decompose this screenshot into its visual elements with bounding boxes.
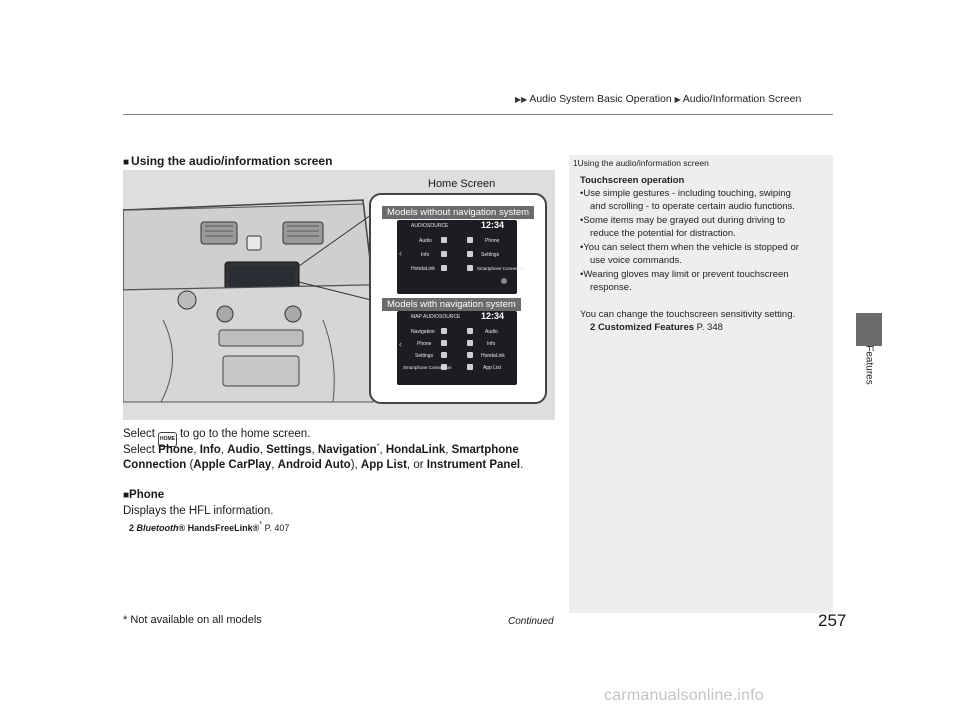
variant-tag: Models with navigation system: [382, 298, 521, 311]
note-bullet: •Wearing gloves may limit or prevent touchscreen: [580, 269, 789, 280]
home-screen-label: Home Screen: [428, 178, 496, 190]
screen-item: Audio: [419, 238, 432, 244]
breadcrumb: [515, 93, 801, 105]
section-tab-label: Features: [863, 345, 875, 385]
screen-item: Smartphone Connection: [477, 266, 526, 271]
screen-button: SOURCE: [427, 223, 449, 229]
note-bullet-cont: use voice commands.: [590, 255, 682, 266]
screen-clock: 12:34: [481, 220, 505, 230]
left-arrow-icon: ‹: [399, 248, 402, 258]
screen-item: Audio: [485, 329, 498, 335]
phone-icon: [467, 237, 473, 243]
note-bullet-cont: reduce the potential for distraction.: [590, 228, 736, 239]
customized-features-reference[interactable]: 2 Customized Features P. 348: [590, 322, 723, 333]
voice-icon: [501, 278, 507, 284]
home-screen-without-nav: [397, 220, 526, 294]
header-rule: [123, 114, 833, 115]
reference-arrow-icon: 2: [129, 523, 135, 533]
screen-button: AUDIO: [423, 314, 439, 320]
gear-icon: [441, 352, 447, 358]
note-bullet-cont: response.: [590, 282, 632, 293]
screen-item: Phone: [417, 341, 432, 347]
bluetooth-reference[interactable]: 2 Bluetooth® HandsFreeLink®* P. 407: [129, 521, 290, 533]
breadcrumb-item: Audio/Information Screen: [682, 93, 802, 105]
screen-item: HondaLink: [411, 266, 435, 272]
hondalink-icon: [441, 265, 447, 271]
smartphone-icon: [467, 265, 473, 271]
screen-item: Navigation: [411, 329, 435, 335]
navigation-icon: [441, 328, 447, 334]
screen-item: Settings: [415, 353, 434, 359]
gear-icon: [467, 251, 473, 257]
continued-label: Continued: [508, 616, 554, 627]
select-items-line: Select Phone, Info, Audio, Settings, Navigation*, HondaLink, Smartphone: [123, 443, 519, 456]
sensitivity-text: You can change the touchscreen sensitivity setting.: [580, 309, 796, 320]
note-heading: Touchscreen operation: [580, 175, 685, 186]
note-title: 1Using the audio/information screen: [573, 158, 709, 168]
phone-description: Displays the HFL information.: [123, 505, 274, 517]
arrow-icon: ▶: [674, 95, 681, 104]
note-bullet-cont: and scrolling - to operate certain audio functions.: [590, 201, 795, 212]
page-number: 257: [818, 611, 847, 630]
screen-item: Settings: [481, 252, 500, 258]
reference-arrow-icon: 2: [590, 322, 596, 333]
variant-tag: Models without navigation system: [382, 206, 534, 219]
section-title: ■ Using the audio/information screen: [123, 154, 333, 168]
note-icon: 1: [573, 159, 578, 168]
screen-item: Smartphone Connection: [403, 365, 452, 370]
screen-item: Phone: [485, 238, 500, 244]
info-icon: [467, 340, 473, 346]
square-bullet-icon: ■: [123, 490, 130, 501]
screen-button: MAP: [411, 314, 422, 320]
screen-button: SOURCE: [439, 314, 461, 320]
hondalink-icon: [467, 352, 473, 358]
phone-icon: [441, 340, 447, 346]
arrow-icon: ▶▶: [515, 95, 528, 104]
home-screen-with-nav: [397, 311, 517, 385]
phone-heading: ■Phone: [123, 489, 165, 501]
note-bullet: •Use simple gestures - including touching, swiping: [580, 188, 791, 199]
note-bullet: •Some items may be grayed out during driving to: [580, 215, 786, 226]
music-note-icon: [441, 237, 447, 243]
square-bullet-icon: ■: [123, 157, 130, 168]
info-icon: [441, 251, 447, 257]
watermark: carmanualsonline.info: [604, 687, 764, 704]
screen-item: Info: [487, 341, 496, 347]
home-instruction: Select HOME to go to the home screen.: [123, 428, 310, 447]
left-arrow-icon: ‹: [399, 339, 402, 349]
screen-clock: 12:34: [481, 311, 505, 321]
breadcrumb-item: Audio System Basic Operation: [529, 93, 672, 105]
screen-button: AUDIO: [411, 223, 427, 229]
footnote: * Not available on all models: [123, 614, 262, 626]
music-note-icon: [467, 328, 473, 334]
note-bullet: •You can select them when the vehicle is stopped or: [580, 242, 799, 253]
screen-item: App List: [483, 365, 502, 371]
select-items-line: Connection (Apple CarPlay, Android Auto), App List, or Instrument Panel.: [123, 459, 524, 471]
screen-item: HondaLink: [481, 353, 505, 359]
screen-item: Info: [421, 252, 430, 258]
app-list-icon: [467, 364, 473, 370]
home-icon: HOME: [158, 432, 177, 447]
